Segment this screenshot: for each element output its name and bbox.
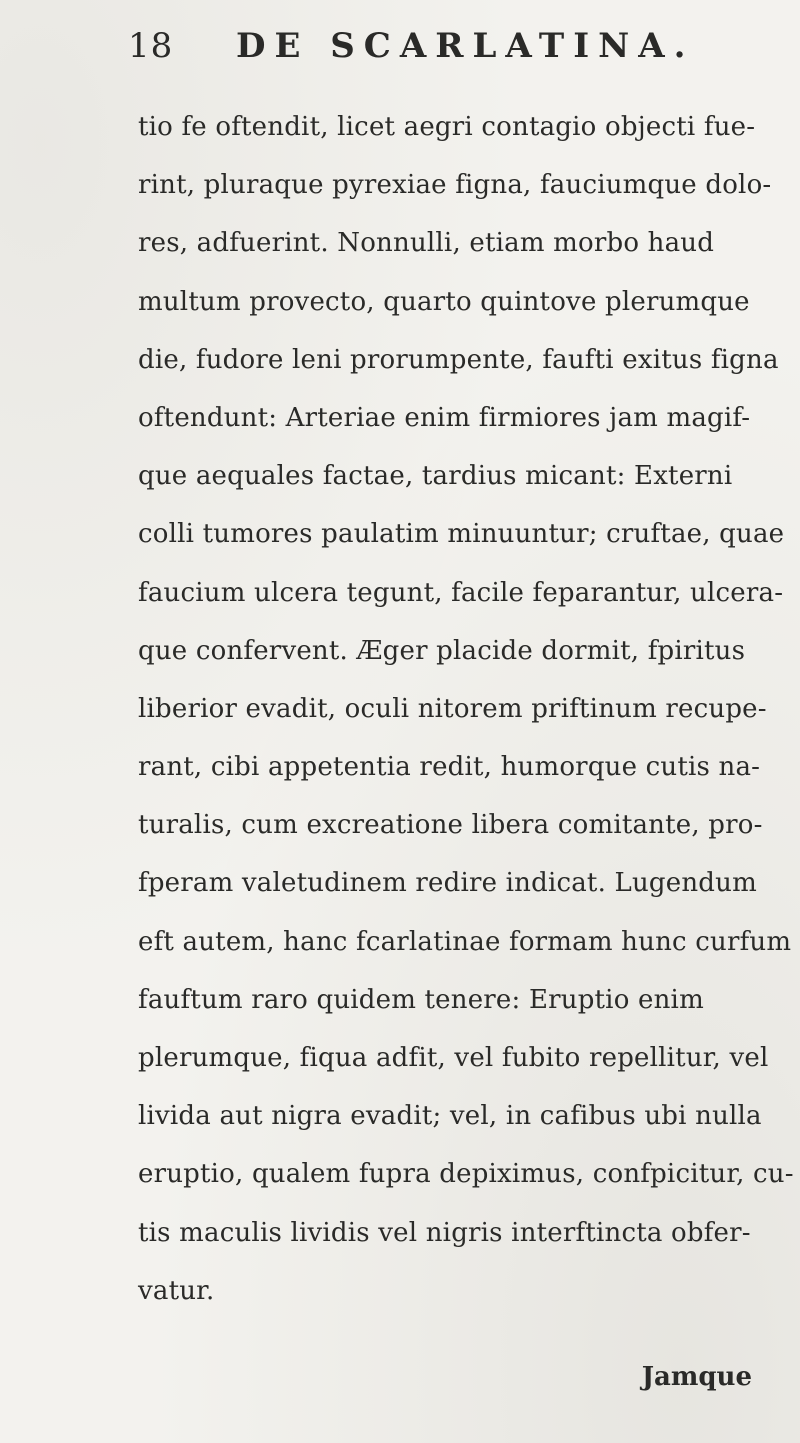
text-line: fperam valetudinem redire indicat. Lugendum xyxy=(138,868,757,899)
text-line: oftendunt: Arteriae enim firmiores jam magif- xyxy=(138,402,751,433)
text-line: colli tumores paulatim minuuntur; cruftae, quae xyxy=(138,519,785,550)
text-line: rant, cibi appetentia redit, humorque cutis na- xyxy=(138,752,761,783)
text-line: res, adfuerint. Nonnulli, etiam morbo haud xyxy=(138,228,715,259)
text-line: que aequales factae, tardius micant: Externi xyxy=(138,461,733,492)
text-line: vatur. xyxy=(138,1275,215,1306)
text-line: liberior evadit, oculi nitorem priftinum recupe- xyxy=(138,693,767,724)
text-line: fauftum raro quidem tenere: Eruptio enim xyxy=(138,984,704,1015)
page-number: 18 xyxy=(128,26,174,66)
text-line: turalis, cum excreatione libera comitante, pro- xyxy=(138,810,763,841)
text-line: eft autem, hanc fcarlatinae formam hunc curfum xyxy=(138,926,792,957)
text-line: multum provecto, quarto quintove plerumque xyxy=(138,286,750,317)
catchword: Jamque xyxy=(641,1362,752,1392)
text-line: livida aut nigra evadit; vel, in cafibus ubi nulla xyxy=(138,1101,762,1132)
text-line: que confervent. Æger placide dormit, fpiritus xyxy=(138,635,746,666)
text-line: eruptio, qualem fupra depiximus, confpicitur, cu- xyxy=(138,1159,794,1190)
text-line: tis maculis lividis vel nigris interftincta obfer- xyxy=(138,1217,751,1248)
body-text xyxy=(138,98,794,1320)
text-line: tio fe oftendit, licet aegri contagio objecti fue- xyxy=(138,112,756,142)
text-line: die, fudore leni prorumpente, faufti exitus figna xyxy=(138,344,779,375)
running-title: DE SCARLATINA. xyxy=(236,26,695,66)
text-line: rint, pluraque pyrexiae figna, fauciumque dolo- xyxy=(138,170,772,201)
text-line: faucium ulcera tegunt, facile feparantur, ulcera- xyxy=(138,577,784,608)
text-line: plerumque, fiqua adfit, vel fubito repellitur, vel xyxy=(138,1043,769,1073)
page-header xyxy=(0,20,800,80)
